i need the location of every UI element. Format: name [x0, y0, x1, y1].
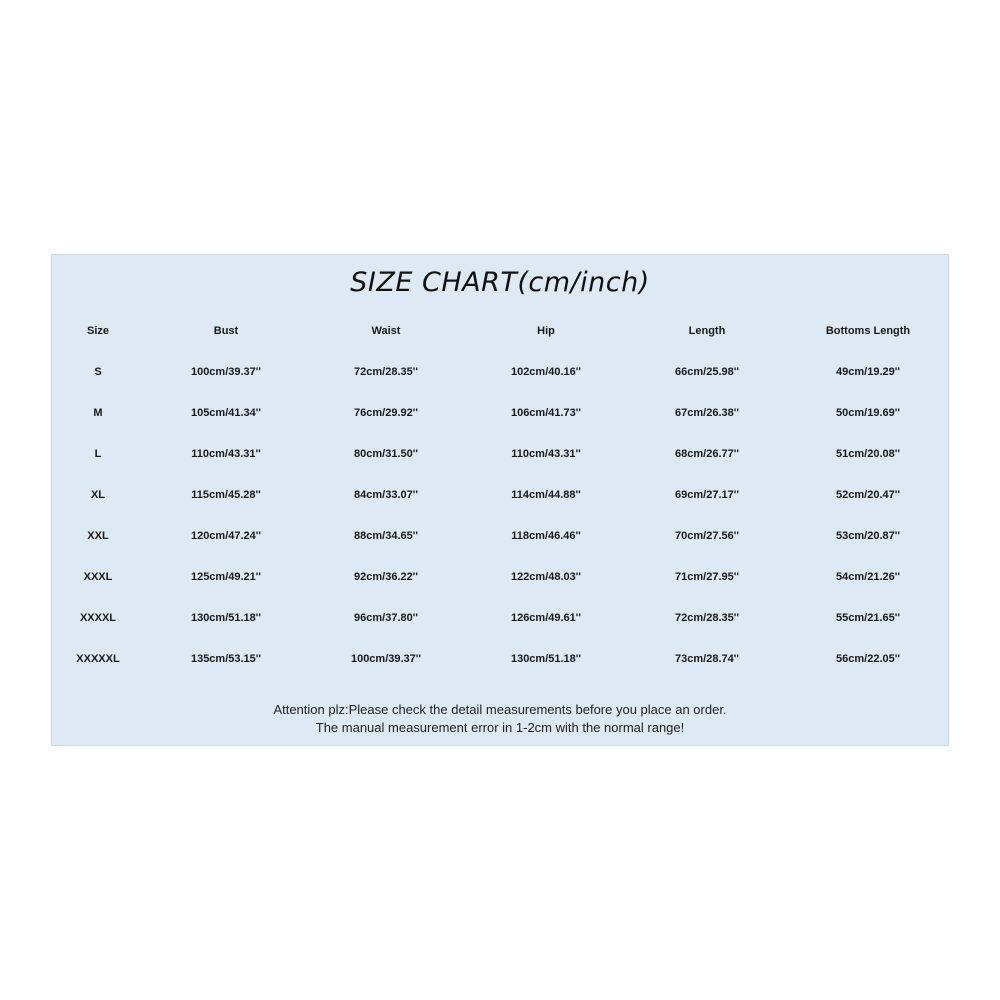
measurement-cell: 66cm/25.98''	[675, 366, 739, 378]
size-chart-panel	[51, 254, 949, 746]
measurement-cell: 110cm/43.31''	[191, 448, 261, 460]
table-row	[52, 401, 948, 425]
measurement-cell: 126cm/49.61''	[510, 612, 582, 624]
measurement-cell: 72cm/28.35''	[675, 612, 739, 624]
table-row	[52, 606, 948, 630]
measurement-cell: 102cm/40.16''	[510, 366, 582, 378]
measurement-cell: 100cm/39.37''	[350, 653, 422, 665]
size-label-cell: XL	[90, 489, 106, 501]
size-label-cell: XXL	[87, 530, 109, 542]
column-header: Bottoms Length	[825, 325, 911, 337]
measurement-cell: 125cm/49.21''	[190, 571, 262, 583]
measurement-cell: 114cm/44.88''	[511, 489, 581, 501]
measurement-cell: 118cm/46.46''	[511, 530, 581, 542]
measurement-cell: 106cm/41.73''	[510, 407, 582, 419]
measurement-cell: 72cm/28.35''	[354, 366, 418, 378]
attention-note-line-2: The manual measurement error in 1-2cm with the normal range!	[315, 720, 685, 735]
measurement-cell: 50cm/19.69''	[836, 407, 900, 419]
measurement-cell: 69cm/27.17''	[675, 489, 739, 501]
measurement-cell: 100cm/39.37''	[190, 366, 262, 378]
table-row	[52, 483, 948, 507]
measurement-cell: 70cm/27.56''	[675, 530, 739, 542]
measurement-cell: 53cm/20.87''	[836, 530, 900, 542]
table-row	[52, 360, 948, 384]
table-row	[52, 565, 948, 589]
size-label-cell: M	[93, 407, 103, 419]
table-header-row	[52, 319, 948, 343]
size-label-cell: S	[94, 366, 102, 378]
measurement-cell: 88cm/34.65''	[354, 530, 418, 542]
measurement-cell: 71cm/27.95''	[675, 571, 739, 583]
table-row	[52, 442, 948, 466]
column-header: Size	[86, 325, 109, 337]
column-header: Bust	[213, 325, 239, 337]
measurement-cell: 73cm/28.74''	[675, 653, 739, 665]
measurement-cell: 105cm/41.34''	[190, 407, 262, 419]
table-row	[52, 647, 948, 671]
measurement-cell: 130cm/51.18''	[190, 612, 262, 624]
measurement-cell: 76cm/29.92''	[354, 407, 418, 419]
measurement-cell: 51cm/20.08''	[836, 448, 900, 460]
table-row	[52, 524, 948, 548]
column-header: Waist	[371, 325, 401, 337]
size-label-cell: L	[94, 448, 102, 460]
size-label-cell: XXXL	[83, 571, 113, 583]
attention-note-line-1: Attention plz:Please check the detail measurements before you place an order.	[273, 702, 727, 717]
column-header: Length	[688, 325, 726, 337]
measurement-cell: 52cm/20.47''	[836, 489, 900, 501]
measurement-cell: 120cm/47.24''	[190, 530, 262, 542]
measurement-cell: 92cm/36.22''	[354, 571, 418, 583]
measurement-cell: 55cm/21.65''	[836, 612, 900, 624]
measurement-cell: 96cm/37.80''	[354, 612, 418, 624]
measurement-cell: 122cm/48.03''	[510, 571, 582, 583]
measurement-cell: 110cm/43.31''	[511, 448, 581, 460]
measurement-cell: 135cm/53.15''	[190, 653, 262, 665]
measurement-cell: 68cm/26.77''	[675, 448, 739, 460]
measurement-cell: 56cm/22.05''	[836, 653, 900, 665]
measurement-cell: 49cm/19.29''	[836, 366, 900, 378]
size-label-cell: XXXXXL	[76, 653, 120, 665]
size-label-cell: XXXXL	[79, 612, 117, 624]
measurement-cell: 80cm/31.50''	[354, 448, 418, 460]
size-chart-title: SIZE CHART(cm/inch)	[350, 267, 650, 298]
attention-note	[52, 701, 948, 737]
measurement-cell: 84cm/33.07''	[354, 489, 418, 501]
measurement-cell: 130cm/51.18''	[510, 653, 582, 665]
column-header: Hip	[537, 325, 555, 337]
measurement-cell: 54cm/21.26''	[836, 571, 900, 583]
measurement-cell: 67cm/26.38''	[675, 407, 739, 419]
measurement-cell: 115cm/45.28''	[191, 489, 261, 501]
